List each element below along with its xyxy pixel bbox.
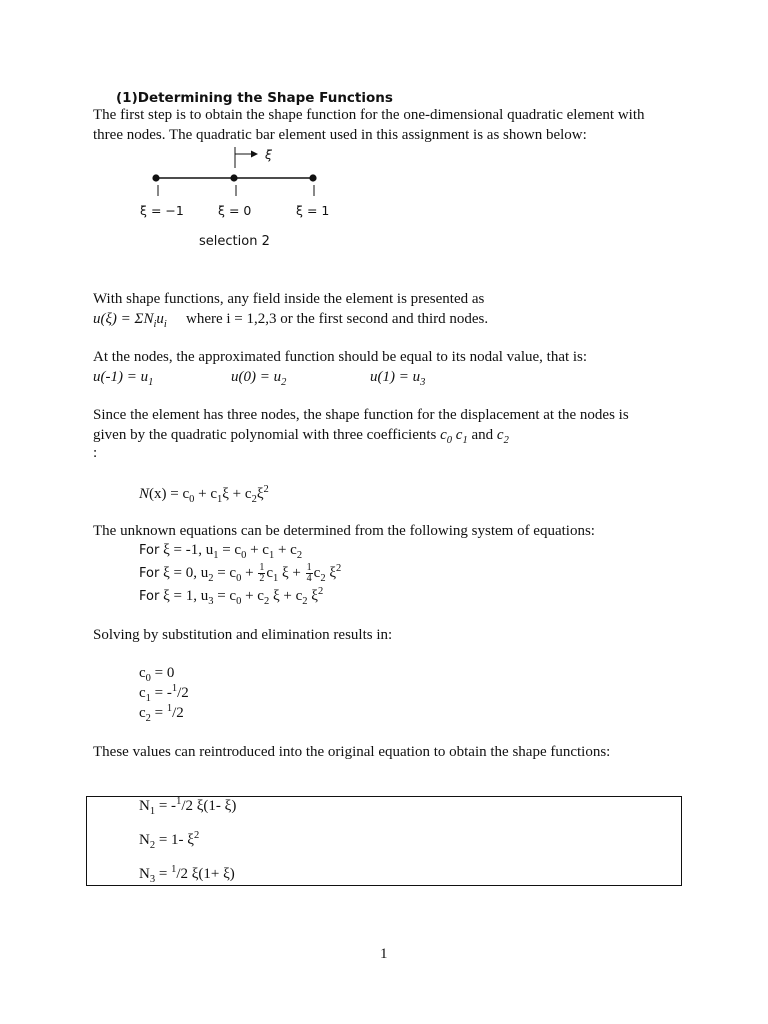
nodal-c3-sub: 3 (420, 377, 426, 388)
n2-sup: 2 (194, 830, 200, 841)
r2-frac-2-num: 1 (306, 562, 312, 573)
r2-frac-2-den: 4 (306, 573, 312, 584)
r2-a: 0 (236, 572, 242, 584)
page-number: 1 (380, 946, 388, 962)
r3-e: 2 (302, 596, 308, 607)
n2-a: = 1- ξ (155, 832, 194, 848)
sol-c1-den: /2 (177, 685, 189, 701)
node-2-label: ξ = 0 (218, 203, 252, 218)
n1-s: 1 (149, 806, 156, 817)
nodal-condition-1 (93, 369, 153, 386)
shape-function-n2 (139, 832, 199, 849)
sol-c2-s: 2 (145, 713, 151, 724)
r1-b: + c (246, 542, 269, 558)
since-line-2-text: given by the quadratic polynomial with three coefficients (93, 427, 437, 443)
since-colon: : (93, 445, 98, 461)
r2-plus: + (241, 564, 258, 581)
r3-xi: ξ (307, 588, 318, 604)
r2-xi2: ξ (325, 564, 336, 581)
shape-polynomial (139, 486, 269, 503)
poly-sup: 2 (263, 484, 269, 495)
axis-arrow-head (251, 151, 258, 158)
poly-s0: 0 (189, 494, 195, 505)
nodal-condition-3 (370, 369, 425, 386)
field-where: where i = 1,2,3 or the first second and third nodes. (186, 311, 489, 327)
sol-c0-c: c (139, 665, 146, 681)
n3-b: /2 ξ(1+ ξ) (176, 866, 235, 882)
r3-rhs: = c (213, 588, 237, 604)
r2-c1s: 1 (272, 572, 279, 584)
nodal-c3-lhs: u(1) = u (370, 369, 421, 385)
n3-a: = (155, 866, 172, 882)
shape-function-n1 (139, 798, 236, 815)
r2-xi: ξ + (278, 564, 305, 581)
sol-c1-v: = - (150, 685, 172, 701)
r3-sup: 2 (317, 586, 324, 597)
poly-s1: 1 (217, 494, 223, 505)
r2-frac-1 (258, 563, 265, 584)
sol-c1-c: c (139, 685, 146, 701)
node-1 (152, 174, 159, 181)
coef-and: and (471, 427, 494, 443)
n1-num: 1 (176, 796, 182, 807)
sol-c0-v: = 0 (150, 665, 175, 681)
n3-num: 1 (171, 864, 177, 875)
node-3-label: ξ = 1 (296, 203, 330, 218)
r3-a: 0 (236, 596, 242, 607)
sol-c2-v: = (150, 705, 167, 721)
sol-c2-c: c (139, 705, 146, 721)
sol-c1-s: 1 (145, 693, 151, 704)
nodal-condition-2 (231, 369, 286, 386)
system-sentence: The unknown equations can be determined from the following system of equations: (93, 523, 595, 539)
system-row-1 (139, 542, 302, 559)
since-line-1: Since the element has three nodes, the shape function for the displacement at the nodes is (93, 407, 629, 423)
r2-cond: ξ = 0, u (163, 564, 209, 581)
intro-line-1: The first step is to obtain the shape function for the one-dimensional quadratic element with (93, 107, 645, 123)
r1-d: + c (274, 542, 297, 558)
r2-frac-1-num: 1 (259, 562, 265, 573)
for-label-3: For (139, 589, 160, 604)
n1-a: = - (155, 798, 177, 814)
r2-s: 2 (208, 572, 214, 584)
n2-n: N (139, 832, 150, 848)
diagram-caption: selection 2 (199, 234, 270, 249)
coef-c2-sub: 2 (503, 435, 509, 446)
r3-c: 2 (263, 596, 270, 607)
shape-function-n3 (139, 866, 235, 883)
r2-c2: c (313, 564, 321, 581)
node-2 (230, 174, 237, 181)
r3-d: ξ + c (269, 588, 303, 604)
field-eq-sub-i2: i (163, 319, 167, 330)
poly-b: + c (194, 486, 217, 502)
r2-sup: 2 (336, 562, 342, 574)
n1-n: N (139, 798, 150, 814)
field-eq-lhs: u(ξ) = ΣN (93, 311, 154, 327)
since-line-2 (93, 427, 509, 444)
solution-c0 (139, 665, 174, 682)
coef-c0-sub: 0 (446, 435, 453, 446)
reintro-sentence: These values can reintroduced into the original equation to obtain the shape functions: (93, 744, 611, 760)
r3-cond: ξ = 1, u (163, 588, 209, 604)
n1-b: /2 ξ(1- ξ) (181, 798, 237, 814)
system-row-2 (139, 563, 341, 584)
n3-n: N (139, 866, 150, 882)
node-3 (309, 174, 316, 181)
poly-n: N (139, 486, 150, 502)
r2-frac-2 (306, 563, 313, 584)
n2-s: 2 (149, 840, 156, 851)
coef-c1: c (455, 427, 463, 443)
intro-line-2: three nodes. The quadratic bar element used in this assignment is as shown below: (93, 127, 587, 143)
coef-c0: c (440, 427, 447, 443)
for-label-2: For (139, 565, 160, 581)
system-row-3 (139, 588, 323, 605)
poly-a: (x) = c (149, 486, 190, 502)
poly-c: ξ + c (222, 486, 252, 502)
field-eq-u: u (156, 311, 164, 327)
r1-c: 1 (268, 550, 275, 561)
nodal-c1-sub: 1 (148, 377, 154, 388)
field-sentence: With shape functions, any field inside the element is presented as (93, 291, 485, 307)
solving-sentence: Solving by substitution and elimination results in: (93, 627, 393, 643)
solution-c2 (139, 705, 184, 722)
r1-s: 1 (213, 550, 219, 561)
sol-c1-num: 1 (171, 683, 178, 694)
r1-rhs: = c (218, 542, 242, 558)
poly-s2: 2 (251, 494, 257, 505)
for-label-1: For (139, 543, 160, 558)
coef-c1-sub: 1 (462, 435, 468, 446)
r2-c2s: 2 (320, 572, 326, 584)
r2-c1: c (266, 564, 273, 581)
coef-c2: c (496, 427, 504, 443)
nodal-c2-sub: 2 (281, 377, 287, 388)
sol-c2-den: /2 (172, 705, 184, 721)
solution-c1 (139, 685, 189, 702)
n3-s: 3 (149, 874, 156, 885)
r2-frac-1-den: 2 (259, 573, 265, 584)
nodal-sentence: At the nodes, the approximated function should be equal to its nodal value, that is: (93, 349, 588, 365)
node-1-label: ξ = −1 (140, 203, 184, 218)
sol-c0-s: 0 (145, 673, 151, 684)
r3-s: 3 (208, 596, 214, 607)
poly-d: ξ (256, 486, 264, 502)
field-eq-sub-i: i (153, 319, 157, 330)
r1-a: 0 (241, 550, 247, 561)
r3-b: + c (241, 588, 264, 604)
section-heading: (1)Determining the Shape Functions (116, 90, 393, 106)
axis-symbol: ξ (265, 147, 272, 162)
nodal-c1-lhs: u(-1) = u (93, 369, 149, 385)
r1-e: 2 (296, 550, 303, 561)
sol-c2-num: 1 (166, 703, 173, 714)
nodal-c2-lhs: u(0) = u (231, 369, 282, 385)
r1-cond: ξ = -1, u (163, 542, 214, 558)
r2-rhs: = c (213, 564, 237, 581)
field-equation (93, 311, 167, 328)
